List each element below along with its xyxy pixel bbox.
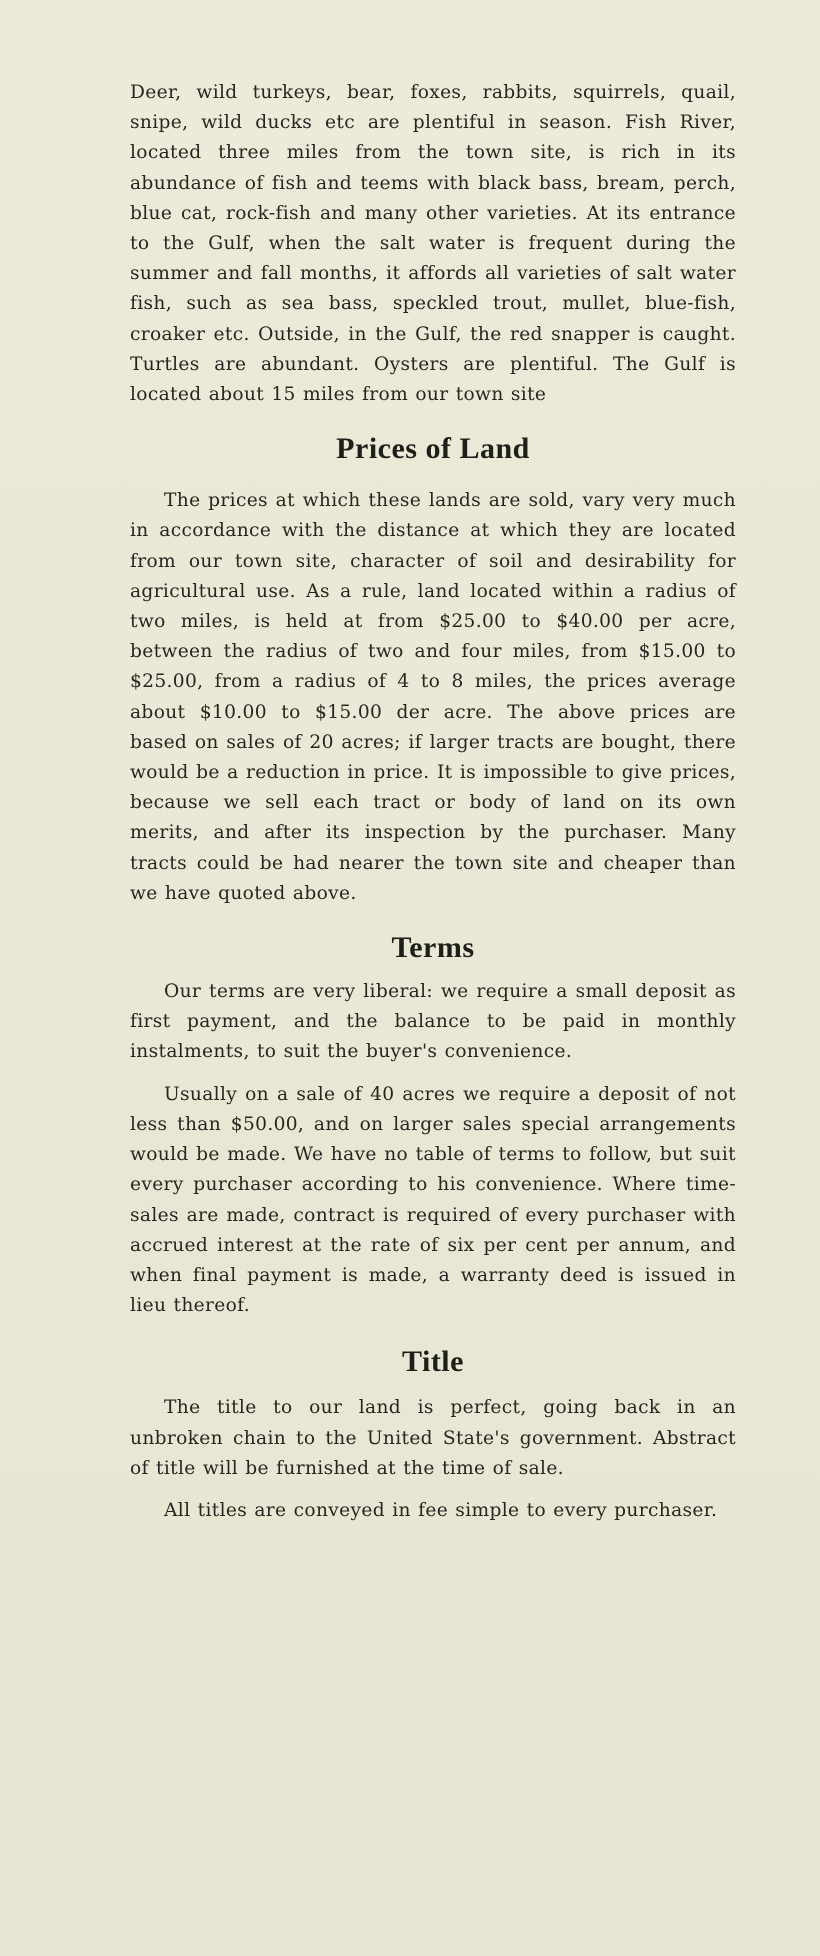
title-heading: Title <box>402 1345 464 1379</box>
text-column <box>130 78 736 1526</box>
title-paragraph-1: The title to our land is perfect, going back in an unbroken chain to the United State's government. Abstract of title will be furnished at the time of sale. <box>130 1397 736 1479</box>
prices-of-land-heading: Prices of Land <box>336 432 530 466</box>
intro-paragraph: Deer, wild turkeys, bear, foxes, rabbits, squirrels, quail, snipe, wild ducks etc are plentiful in season. Fish River, located three miles from the town site, is rich in its abundance of fish and teems with black bass, bream, perch, blue cat, rock-fish and many other varieties. At its entrance to the Gulf, when the salt water is frequent during the summer and fall months, it affords all varieties of salt water fish, such as sea bass, speckled trout, mullet, blue-fish, croaker etc. Outside, in the Gulf, the red snapper is caught. Turtles are abundant. Oysters are plentiful. The Gulf is located about 15 miles from our town site <box>130 82 736 406</box>
terms-paragraph-2: Usually on a sale of 40 acres we require a deposit of not less than $50.00, and on larger sales special arrangements would be made. We have no table of terms to follow, but suit every purchaser according to his convenience. Where time-sales are made, contract is required of every purchaser with accrued interest at the rate of six per cent per annum, and when final payment is made, a warranty deed is issued in lieu thereof. <box>130 1083 736 1317</box>
prices-paragraph: The prices at which these lands are sold, vary very much in accordance with the distance at which they are located from our town site, character of soil and desirability for agricultural use. As a rule, land located within a radius of two miles, is held at from $25.00 to $40.00 per acre, between the radius of two and four miles, from $15.00 to $25.00, from a radius of 4 to 8 miles, the prices average about $10.00 to $15.00 der acre. The above prices are based on sales of 20 acres; if larger tracts are bought, there would be a reduction in price. It is impossible to give prices, because we sell each tract or body of land on its own merits, and after its inspection by the purchaser. Many tracts could be had nearer the town site and cheaper than we have quoted above. <box>130 490 736 904</box>
terms-heading: Terms <box>391 931 475 965</box>
title-paragraph-2: All titles are conveyed in fee simple to every purchaser. <box>164 1499 718 1521</box>
terms-paragraph-1: Our terms are very liberal: we require a small deposit as first payment, and the balance to be paid in monthly instalments, to suit the buyer's convenience. <box>130 981 736 1063</box>
